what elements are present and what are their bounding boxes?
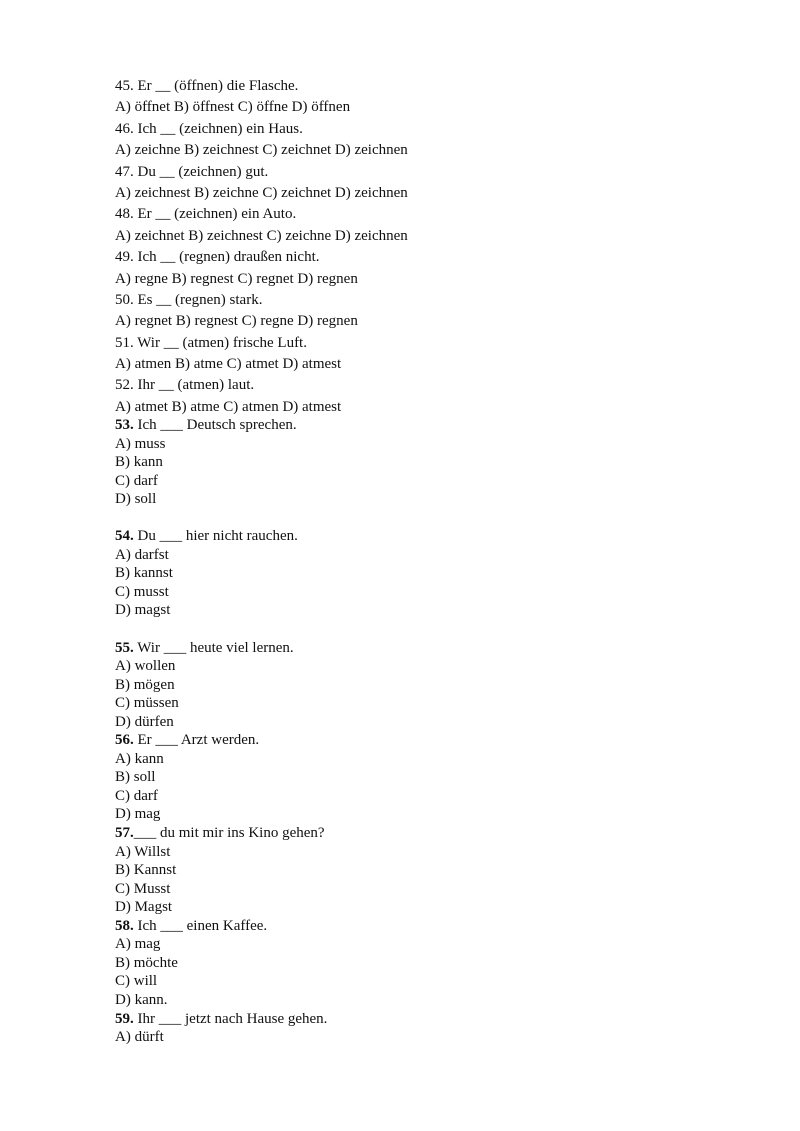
question-45: 45. Er __ (öffnen) die Flasche.: [115, 78, 299, 94]
question-58: [115, 917, 327, 936]
question-number: 56.: [115, 732, 134, 749]
option: D) Magst: [115, 899, 173, 916]
answers-45: A) öffnet B) öffnest C) öffne D) öffnen: [115, 99, 351, 116]
option: C) Musst: [115, 880, 171, 897]
answers-51: A) atmen B) atme C) atmet D) atmest: [115, 356, 342, 373]
question-number: 58.: [115, 917, 134, 934]
question-50: 50. Es __ (regnen) stark.: [115, 291, 263, 308]
option: C) musst: [115, 583, 169, 600]
question-number: 54.: [115, 528, 134, 545]
answers-50: A) regnet B) regnest C) regne D) regnen: [115, 313, 358, 330]
option: D) magst: [115, 602, 171, 619]
option: D) mag: [115, 806, 161, 823]
option: C) darf: [115, 787, 158, 804]
question-text: Er ___ Arzt werden.: [133, 732, 260, 749]
option: A) wollen: [115, 658, 176, 675]
question-56: [115, 731, 327, 750]
option: D) dürfen: [115, 713, 174, 730]
option: A) dürft: [115, 1029, 164, 1046]
question-text: Ihr ___ jetzt nach Hause gehen.: [133, 1010, 328, 1027]
answers-48: A) zeichnet B) zeichnest C) zeichne D) zeichnen: [115, 227, 408, 244]
question-text: Du ___ hier nicht rauchen.: [133, 528, 298, 545]
multiple-choice-questions: [115, 416, 327, 1047]
question-text: Wir ___ heute viel lernen.: [133, 639, 294, 656]
option: B) kann: [115, 454, 163, 471]
question-number: 55.: [115, 639, 134, 656]
option: D) kann.: [115, 991, 168, 1008]
question-text: Ich ___ Deutsch sprechen.: [133, 417, 297, 433]
option: A) mag: [115, 936, 161, 953]
option: A) kann: [115, 750, 164, 767]
answers-47: A) zeichnest B) zeichne C) zeichnet D) zeichnen: [115, 184, 408, 201]
option: B) mögen: [115, 676, 175, 693]
option: C) will: [115, 973, 158, 990]
answers-46: A) zeichne B) zeichnest C) zeichnet D) zeichnen: [115, 142, 408, 159]
option: B) Kannst: [115, 862, 177, 879]
question-47: 47. Du __ (zeichnen) gut.: [115, 163, 269, 180]
question-55: [115, 639, 327, 658]
question-57: [115, 824, 327, 843]
spacer: [115, 620, 327, 639]
spacer: [115, 509, 327, 528]
question-53: [115, 416, 327, 435]
question-number: 53.: [115, 417, 134, 433]
option: D) soll: [115, 491, 157, 508]
answers-49: A) regne B) regnest C) regnet D) regnen: [115, 270, 358, 287]
option: B) kannst: [115, 565, 173, 582]
question-number: 59.: [115, 1010, 134, 1027]
option: C) müssen: [115, 695, 179, 712]
question-text: ___ du mit mir ins Kino gehen?: [133, 825, 325, 842]
question-52: 52. Ihr __ (atmen) laut.: [115, 377, 255, 394]
question-number: 57.: [115, 825, 134, 842]
option: B) möchte: [115, 954, 178, 971]
answers-52: A) atmet B) atme C) atmen D) atmest: [115, 398, 342, 415]
question-51: 51. Wir __ (atmen) frische Luft.: [115, 334, 307, 351]
question-text: Ich ___ einen Kaffee.: [133, 917, 268, 934]
compact-questions: [115, 76, 408, 418]
question-49: 49. Ich __ (regnen) draußen nicht.: [115, 249, 320, 266]
option: A) Willst: [115, 843, 171, 860]
option: C) darf: [115, 472, 158, 489]
question-48: 48. Er __ (zeichnen) ein Auto.: [115, 206, 297, 223]
option: B) soll: [115, 769, 156, 786]
question-46: 46. Ich __ (zeichnen) ein Haus.: [115, 120, 303, 137]
option: A) darfst: [115, 546, 169, 563]
question-59: [115, 1010, 327, 1029]
question-54: [115, 527, 327, 546]
option: A) muss: [115, 435, 166, 452]
